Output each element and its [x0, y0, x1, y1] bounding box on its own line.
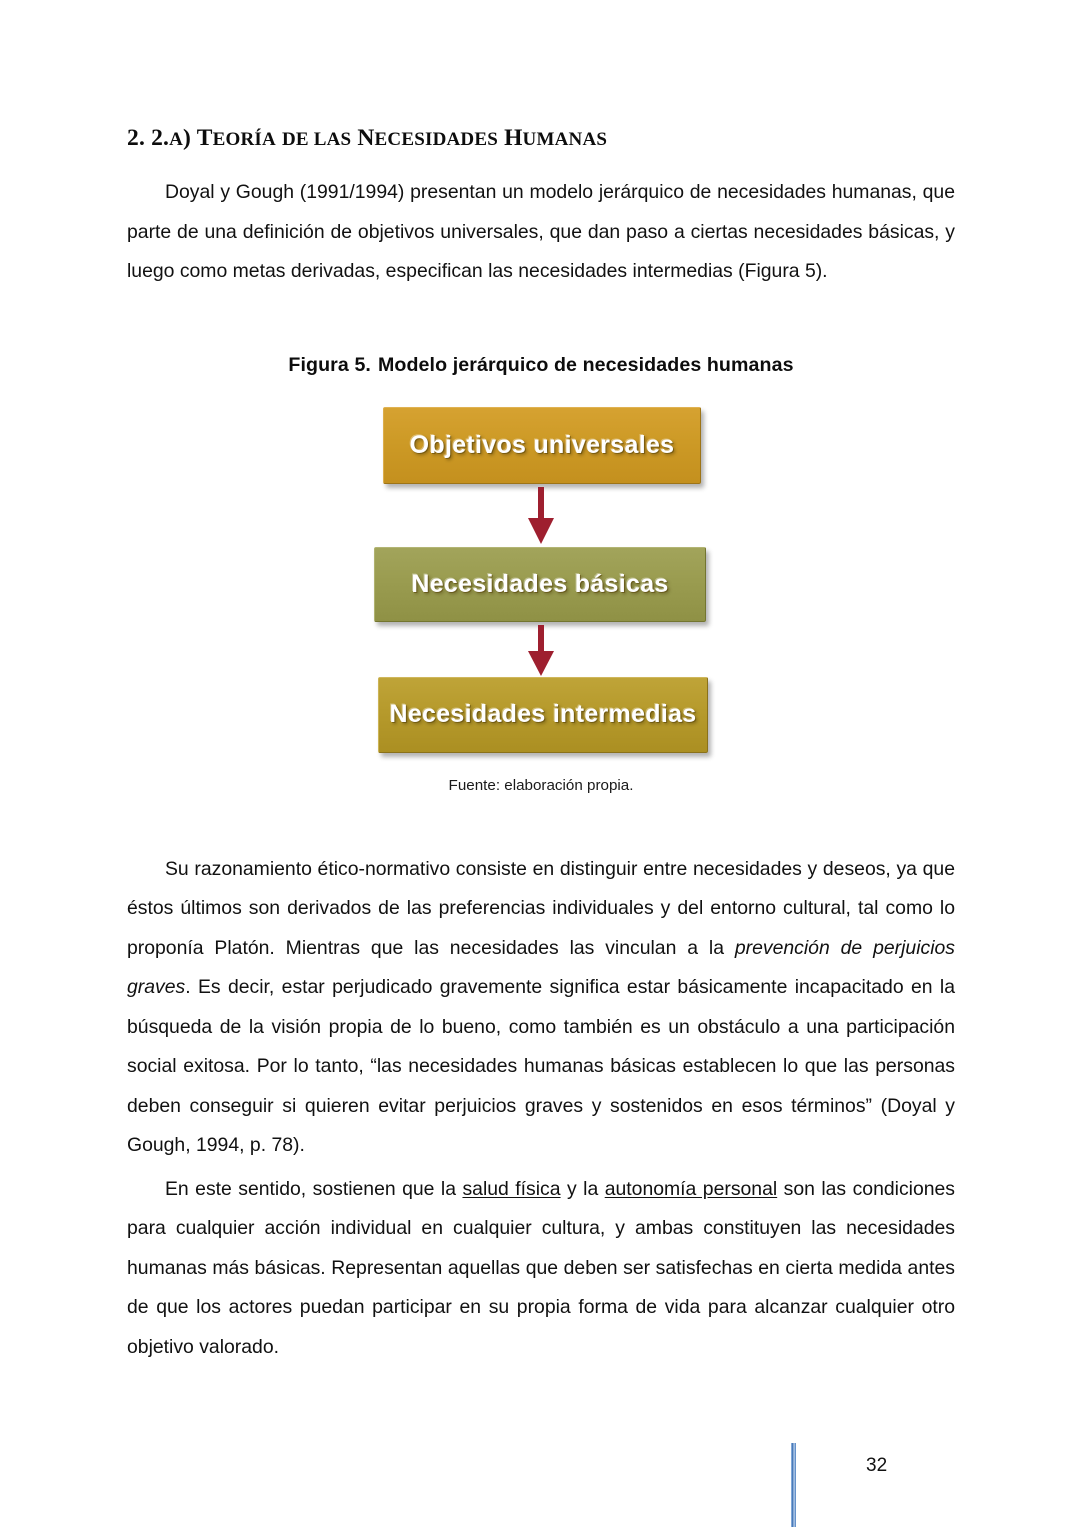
figure-caption: [127, 354, 955, 377]
paragraph-text-part: y la: [560, 1177, 605, 1200]
hierarchy-diagram: [361, 399, 721, 759]
paragraph-text-part: Su razonamiento ético-normativo consiste en distinguir entre necesidades y deseos, ya que éstos últimos son derivados de las preferencias individuales y del entorno cultural, tal como lo proponía Platón. Mientras que las necesidades las vinculan a la: [127, 857, 955, 959]
paragraph-salud-autonomia: [127, 1170, 955, 1368]
section-heading: [127, 0, 955, 152]
heading-word-humanas-rest: UMANAS: [522, 129, 608, 150]
diagram-box-label: Objetivos universales: [409, 430, 675, 459]
diagram-box-label: Necesidades básicas: [411, 569, 669, 598]
down-arrow-icon: [519, 487, 563, 545]
heading-word-teoria-rest: EORÍA: [212, 129, 276, 150]
paragraph-text-part: son las condiciones para cualquier acción individual en cualquier cultura, y ambas constituyen las necesidades humanas más básicas. Representan aquellas que deben ser satisfechas en cierta medida antes de que los actores puedan participar en su propia forma de vida para alcanzar cualquier otro objetivo valorado.: [127, 1177, 955, 1358]
heading-number: 2. 2.: [127, 125, 170, 151]
page-footer: [0, 1407, 1080, 1527]
heading-word-necesidades-cap: N: [357, 125, 375, 151]
heading-paren: ): [183, 125, 197, 151]
diagram-box-necesidades-basicas: [374, 547, 706, 622]
diagram-box-necesidades-intermedias: [378, 677, 708, 753]
figure-caption-title: Modelo jerárquico de necesidades humanas: [377, 353, 794, 376]
figure-block: [127, 354, 955, 794]
underlined-term-autonomia-personal: autonomía personal: [604, 1177, 778, 1200]
heading-word-de-las: DE LAS: [281, 129, 352, 150]
paragraph-intro: Doyal y Gough (1991/1994) presentan un modelo jerárquico de necesidades humanas, que parte de una definición de objetivos universales, que dan paso a ciertas necesidades básicas, y luego como metas derivadas, especifican las necesidades intermedias (Figura 5).: [127, 181, 955, 282]
figure-source-note: Fuente: elaboración propia.: [448, 776, 634, 794]
heading-word-humanas-cap: H: [504, 125, 523, 151]
page-content: [127, 0, 955, 1367]
page-number: 32: [866, 1455, 888, 1476]
heading-subletter: A: [169, 129, 184, 150]
footer-vertical-rule: [791, 1443, 796, 1527]
down-arrow-icon: [519, 625, 563, 677]
paragraph-razonamiento: [127, 850, 955, 1166]
underlined-term-salud-fisica: salud física: [462, 1177, 561, 1200]
diagram-box-objetivos-universales: [383, 407, 701, 484]
emphasis-prevencion-perjuicios: prevención de perjuicios graves: [127, 936, 955, 998]
diagram-box-label: Necesidades intermedias: [389, 700, 697, 728]
figure-caption-label: Figura 5.: [288, 353, 371, 376]
paragraph-text-part: . Es decir, estar perjudicado gravemente significa estar básicamente incapacitado en la búsqueda de la visión propia de lo bueno, como también es un obstáculo a una participación social exitosa. Por lo tanto, “las necesidades humanas básicas establecen lo que las personas deben conseguir si quieren evitar perjuicios graves y sostenidos en esos términos” (Doyal y Gough, 1994, p. 78).: [127, 976, 955, 1156]
paragraph-text-part: En este sentido, sostienen que la: [165, 1177, 463, 1200]
heading-word-teoria-cap: T: [196, 125, 213, 151]
heading-word-necesidades-rest: ECESIDADES: [374, 129, 498, 150]
